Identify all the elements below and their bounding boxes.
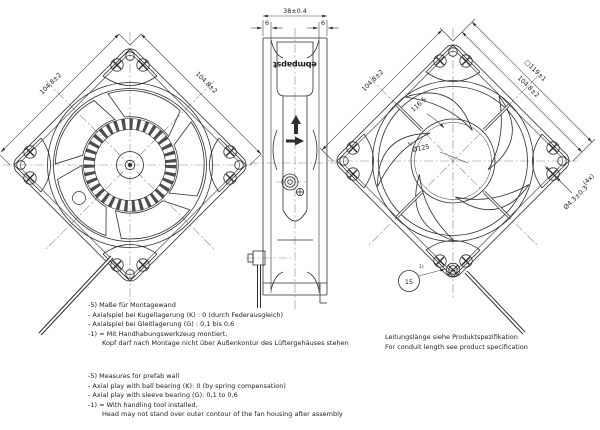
note-line: -1) = With handling tool installed, (88, 400, 198, 409)
balloon-marker: 1) (419, 265, 424, 270)
earth-symbol (296, 188, 303, 195)
rear-centerlines (328, 28, 580, 300)
cable-length-note (385, 333, 528, 352)
rear-mounting-hole-count-label: (4x) (581, 172, 596, 187)
rear-dim-outer-square-label: □119±1 (522, 57, 549, 84)
note-line: - Axial play with ball bearing (K): 0 (by spring compensation) (88, 381, 286, 390)
airflow-rotation-arrows (286, 115, 304, 146)
notes-english (88, 372, 343, 420)
front-dim-right-label: 104.8±2 (193, 69, 220, 96)
rear-dim-mounting-hole-label: Ø4.3±0.3 (561, 183, 590, 212)
front-dimensions (0, 34, 261, 165)
cable-note-en: For conduit length see product specification (385, 342, 528, 351)
rear-view (320, 19, 596, 333)
note-line: - Axial play with sleeve bearing (G): 0,1 to 0,6 (88, 391, 238, 400)
note-line: -5) Maße für Montagewand (88, 301, 176, 309)
front-centerlines (3, 32, 259, 302)
side-view (246, 7, 340, 310)
front-dim-left-label: 104.8±2 (37, 70, 64, 97)
rear-lead-wire (466, 272, 524, 333)
balloon-number: 15 (404, 278, 414, 286)
note-line: -5) Measures for prefab wall (88, 372, 180, 380)
note-line: - Axialspiel bei Kugellagerung (K) : 0 (durch Federausgleich) (88, 310, 284, 319)
note-line: - Axialspiel bei Gleitlagerung (G) : 0,1 bis 0,6 (88, 320, 235, 329)
side-dim-flange-left-label: 6 (264, 19, 270, 27)
side-dim-depth-label: 38±0.4 (283, 7, 307, 15)
cable-gland (248, 251, 265, 308)
rear-dim-left-label: 104.8±2 (359, 67, 386, 94)
front-view (0, 32, 261, 334)
note-line: -1) = Mit Handhabungswerkzeug montiert, (88, 329, 228, 338)
ebmpapst-logo: ebmpapst (273, 60, 317, 70)
rear-dim-hole-pitch-label: 104.8±2 (515, 73, 542, 100)
rear-dim-wall-cutout-label: Ø125 (411, 142, 431, 154)
cable-note-de: Leitungslänge siehe Produktspezifikation (385, 333, 518, 341)
note-line: Head may not stand over outer contour of the fan housing after assembly (102, 410, 343, 419)
side-dim-flange-right-label: 6 (320, 19, 326, 27)
rear-dim-impeller-label: 116.5 (409, 95, 429, 114)
note-line: Kopf darf nach Montage nicht über Außenkontur des Lüftergehäuses stehen (102, 339, 349, 348)
wall-cutout-marker: 5) (407, 142, 414, 148)
notes-german (88, 301, 349, 349)
